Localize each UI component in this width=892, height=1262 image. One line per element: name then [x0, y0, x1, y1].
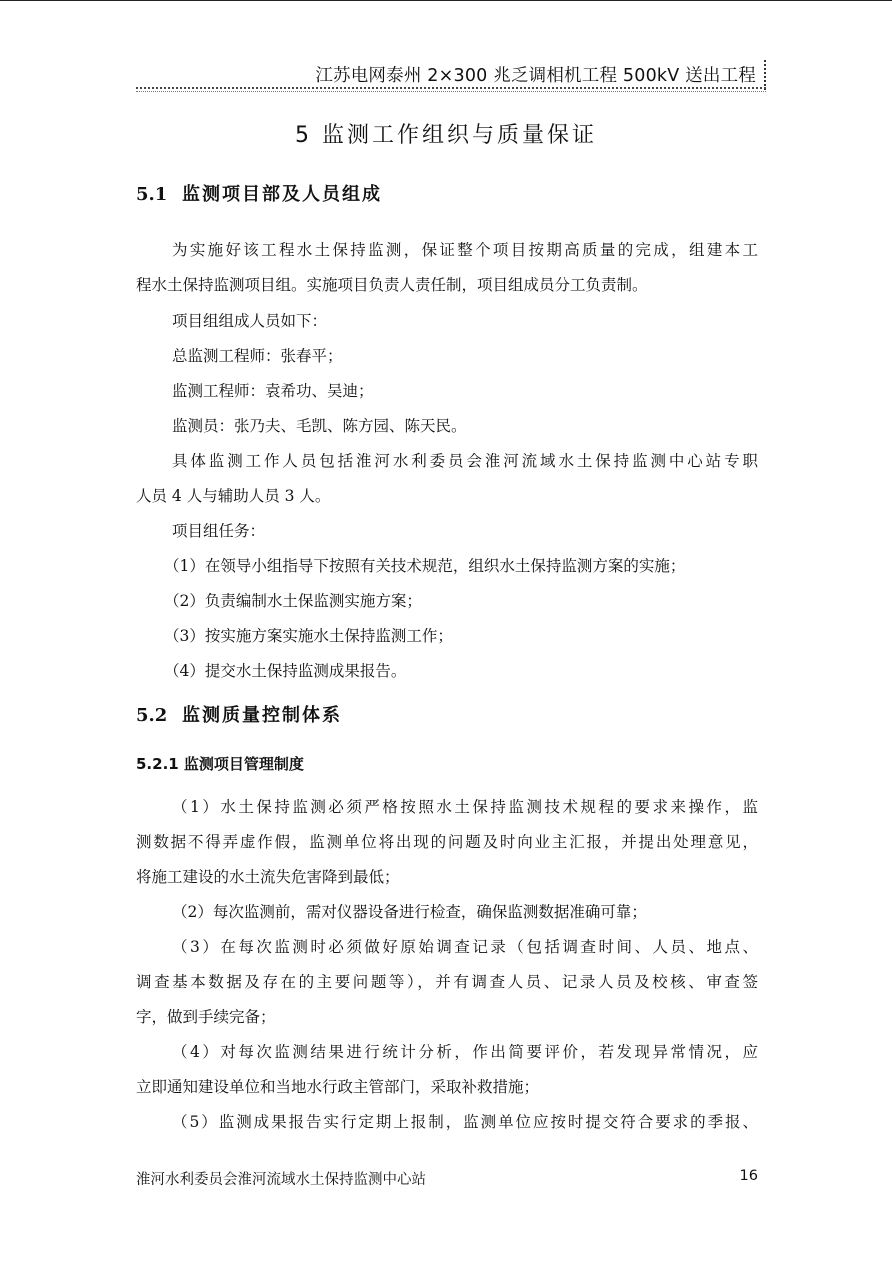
page-number: 16 [739, 1168, 758, 1184]
list-item: （3）按实施方案实施水土保持监测工作； [164, 627, 453, 645]
section-number: 5.1 [136, 184, 168, 205]
paragraph-line: （3）在每次监测时必须做好原始调查记录（包括调查时间、人员、地点、 [172, 938, 758, 956]
section-number: 5.2 [136, 705, 168, 726]
footer-organization: 淮河水利委员会淮河流域水土保持监测中心站 [136, 1172, 426, 1188]
list-item: （2）负责编制水土保监测实施方案； [164, 592, 422, 610]
paragraph-line: 监测员：张乃夫、毛凯、陈方园、陈天民。 [172, 417, 467, 435]
section-heading-5-1 [136, 180, 382, 206]
subsection-heading-5-2-1: 5.2.1 监测项目管理制度 [136, 755, 304, 773]
list-item: （4）提交水土保持监测成果报告。 [164, 662, 407, 680]
paragraph-line: （4）对每次监测结果进行统计分析，作出简要评价，若发现异常情况，应 [172, 1043, 758, 1061]
list-item: （1）在领导小组指导下按照有关技术规范，组织水土保持监测方案的实施； [164, 557, 686, 575]
paragraph-line: （1）水土保持监测必须严格按照水土保持监测技术规程的要求来操作，监 [172, 798, 758, 816]
paragraph-line: 调查基本数据及存在的主要问题等），并有调查人员、记录人员及校核、审查签 [136, 973, 758, 991]
paragraph-line: 总监测工程师：张春平； [172, 347, 343, 365]
paragraph-line: 项目组任务： [172, 522, 266, 540]
paragraph-line: （5）监测成果报告实行定期上报制，监测单位应按时提交符合要求的季报、 [172, 1113, 758, 1131]
paragraph-line: 将施工建设的水土流失危害降到最低； [136, 868, 400, 886]
paragraph-line: 立即通知建设单位和当地水行政主管部门，采取补救措施； [136, 1078, 540, 1096]
paragraph-line: 监测工程师：袁希功、吴迪； [172, 382, 374, 400]
paragraph-line: 人员 4 人与辅助人员 3 人。 [136, 487, 331, 505]
section-heading-5-2 [136, 701, 342, 727]
section-title: 监测项目部及人员组成 [182, 184, 382, 205]
paragraph-line: 字，做到手续完备； [136, 1008, 276, 1026]
running-header [136, 58, 766, 88]
header-side-rule [764, 60, 766, 90]
paragraph-line: （2）每次监测前，需对仪器设备进行检查，确保监测数据准确可靠； [172, 903, 647, 921]
paragraph-line: 程水土保持监测项目组。实施项目负责人责任制，项目组成员分工负责制。 [136, 276, 648, 294]
header-rule [136, 87, 766, 89]
section-title: 监测质量控制体系 [182, 705, 342, 726]
chapter-title: 5 监测工作组织与质量保证 [295, 123, 597, 148]
paragraph-line: 测数据不得弄虚作假，监测单位将出现的问题及时向业主汇报，并提出处理意见， [136, 833, 758, 851]
header-title: 江苏电网泰州 2×300 兆乏调相机工程 500kV 送出工程 [315, 66, 756, 86]
paragraph-line: 为实施好该工程水土保持监测，保证整个项目按期高质量的完成，组建本工 [172, 241, 758, 259]
paragraph-line: 具体监测工作人员包括淮河水利委员会淮河流域水土保持监测中心站专职 [172, 452, 758, 470]
paragraph-line: 项目组组成人员如下： [172, 312, 328, 330]
header-rule-secondary [136, 91, 766, 92]
page-top-border [0, 0, 892, 1]
